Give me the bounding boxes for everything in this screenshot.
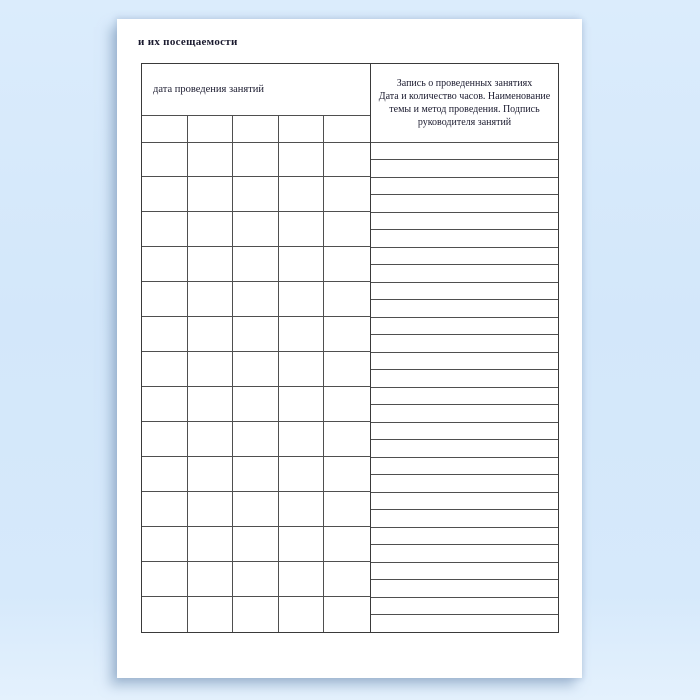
record-row <box>371 458 558 476</box>
date-cell <box>324 422 370 457</box>
date-cell <box>279 212 325 247</box>
date-cell <box>233 492 279 527</box>
date-cell <box>324 457 370 492</box>
attendance-journal-table <box>141 63 559 633</box>
record-row <box>371 615 558 632</box>
date-cell <box>233 597 279 632</box>
date-cell <box>142 562 188 597</box>
date-cell <box>233 562 279 597</box>
date-cell <box>188 527 234 562</box>
record-row <box>371 545 558 563</box>
date-cell <box>279 177 325 212</box>
date-cell <box>324 317 370 352</box>
record-row <box>371 475 558 493</box>
records-header-line-3: темы и метод проведения. Подпись <box>389 103 540 115</box>
date-cell <box>324 212 370 247</box>
date-cell <box>188 352 234 387</box>
date-cell <box>188 422 234 457</box>
date-cell <box>142 282 188 317</box>
date-cell <box>279 247 325 282</box>
record-row <box>371 353 558 371</box>
date-cell <box>233 116 279 143</box>
date-cell <box>188 597 234 632</box>
record-row <box>371 528 558 546</box>
records-rows <box>371 143 558 633</box>
record-row <box>371 423 558 441</box>
date-cell <box>324 247 370 282</box>
date-cell <box>324 562 370 597</box>
date-cell <box>279 597 325 632</box>
date-cell <box>279 562 325 597</box>
date-cell <box>279 457 325 492</box>
records-header-line-4: руководителя занятий <box>417 116 512 128</box>
date-cell <box>142 177 188 212</box>
date-cell <box>142 387 188 422</box>
date-cell <box>188 116 234 143</box>
date-cell <box>233 387 279 422</box>
date-cell <box>279 387 325 422</box>
date-cell <box>188 247 234 282</box>
date-cell <box>142 143 188 178</box>
date-cell <box>233 317 279 352</box>
record-row <box>371 318 558 336</box>
record-row <box>371 178 558 196</box>
date-cell <box>279 282 325 317</box>
date-cell <box>188 317 234 352</box>
record-row <box>371 598 558 616</box>
date-cell <box>324 527 370 562</box>
date-cell <box>188 387 234 422</box>
date-cell <box>324 143 370 178</box>
date-cell <box>233 352 279 387</box>
date-cell <box>142 352 188 387</box>
record-row <box>371 580 558 598</box>
dates-grid <box>142 116 370 633</box>
date-cell <box>324 597 370 632</box>
date-cell <box>142 527 188 562</box>
dates-header-cell <box>142 64 370 116</box>
record-row <box>371 563 558 581</box>
date-cell <box>142 247 188 282</box>
record-row <box>371 160 558 178</box>
date-cell <box>324 387 370 422</box>
date-cell <box>279 116 325 143</box>
dates-header-label: дата проведения занятий <box>153 83 265 95</box>
record-row <box>371 335 558 353</box>
date-cell <box>233 422 279 457</box>
date-cell <box>324 116 370 143</box>
date-cell <box>188 143 234 178</box>
date-cell <box>142 116 188 143</box>
date-cell <box>188 212 234 247</box>
record-row <box>371 405 558 423</box>
record-row <box>371 230 558 248</box>
date-cell <box>233 527 279 562</box>
date-cell <box>324 492 370 527</box>
records-header-line-2: Дата и количество часов. Наименование <box>378 90 551 102</box>
date-cell <box>279 352 325 387</box>
record-row <box>371 370 558 388</box>
records-header-cell <box>371 64 558 143</box>
date-cell <box>188 492 234 527</box>
date-cell <box>188 177 234 212</box>
record-row <box>371 283 558 301</box>
date-cell <box>233 212 279 247</box>
date-cell <box>188 562 234 597</box>
date-cell <box>324 282 370 317</box>
record-row <box>371 440 558 458</box>
records-header-line-1: Запись о проведенных занятиях <box>396 77 533 89</box>
date-cell <box>279 317 325 352</box>
date-cell <box>142 317 188 352</box>
date-cell <box>233 177 279 212</box>
document-title: и их посещаемости <box>138 36 238 48</box>
date-cell <box>142 422 188 457</box>
date-cell <box>233 247 279 282</box>
record-row <box>371 213 558 231</box>
date-cell <box>142 597 188 632</box>
dates-section <box>142 64 371 632</box>
record-row <box>371 265 558 283</box>
date-cell <box>279 422 325 457</box>
record-row <box>371 143 558 161</box>
record-row <box>371 300 558 318</box>
date-cell <box>324 177 370 212</box>
document-page <box>117 19 582 678</box>
record-row <box>371 195 558 213</box>
date-cell <box>324 352 370 387</box>
records-section <box>371 64 558 632</box>
date-cell <box>188 282 234 317</box>
date-cell <box>279 492 325 527</box>
date-cell <box>279 527 325 562</box>
date-cell <box>233 457 279 492</box>
date-cell <box>188 457 234 492</box>
date-cell <box>142 212 188 247</box>
record-row <box>371 248 558 266</box>
date-cell <box>233 143 279 178</box>
record-row <box>371 388 558 406</box>
date-cell <box>279 143 325 178</box>
date-cell <box>142 457 188 492</box>
date-cell <box>233 282 279 317</box>
date-cell <box>142 492 188 527</box>
record-row <box>371 510 558 528</box>
record-row <box>371 493 558 511</box>
